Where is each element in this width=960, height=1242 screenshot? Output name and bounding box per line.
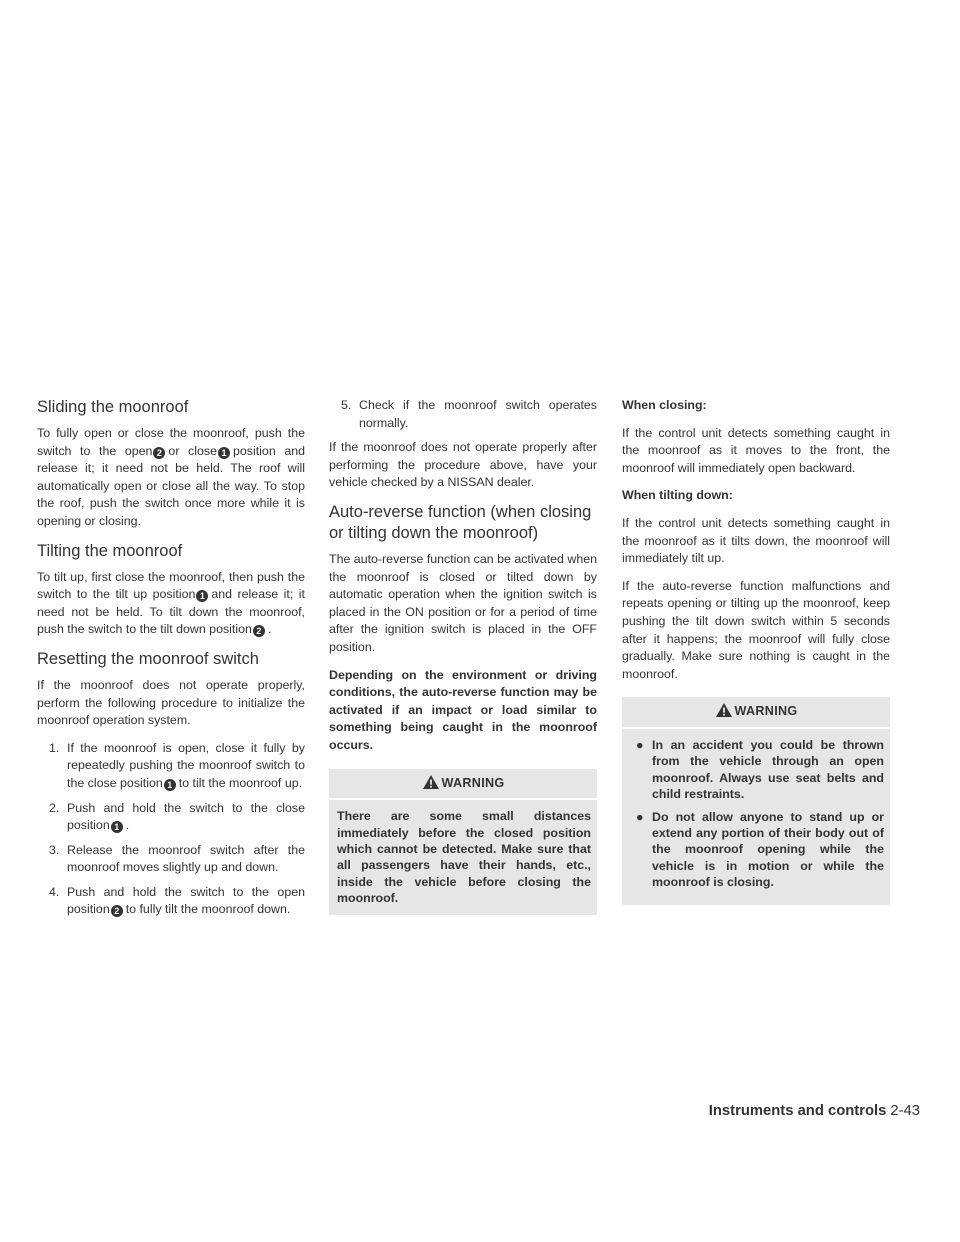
warning-triangle-icon [422, 774, 440, 790]
warning-text: There are some small distances immediately before the closed position which cannot be detected. Make sure that all passengers have their hands, etc., inside the vehicle before closing the moonroof. [337, 809, 591, 906]
bullet-marker: ● [636, 809, 644, 824]
warning-bullet-item: ● In an accident you could be thrown from the vehicle through an open moonroof. Always use seat belts and child restraints. [636, 737, 884, 802]
step-2: 2. Push and hold the switch to the close position 1 . [49, 800, 305, 833]
page-footer [680, 1103, 920, 1119]
warning-bullet-item: ● Do not allow anyone to stand up or extend any portion of their body out of the moonroof opening while the vehicle is in motion or while the moonroof is closing. [636, 809, 884, 890]
malfunction-paragraph: If the auto-reverse function malfunctions and repeats opening or tilting up the moonroof, keep pushing the tilt down switch within 5 seconds after it happens; the moonroof will fully close gradually. Make sure nothing is caught in the moonroof. [622, 578, 890, 681]
step-5: 5. Check if the moonroof switch operates normally. [341, 398, 597, 430]
position-1-marker: 1 [196, 590, 208, 602]
warning-box [622, 697, 890, 904]
auto-reverse-paragraph: The auto-reverse function can be activated when the moonroof is closed or tilted down by automatic operation when the ignition switch is placed in the ON position or for a period of time after the ignition switch is placed in the OFF position. [329, 551, 597, 654]
when-closing-paragraph: If the control unit detects something caught in the moonroof as it moves to the front, the moonroof will immediately open backward. [622, 425, 890, 475]
step-1: 1. If the moonroof is open, close it fully by repeatedly pushing the moonroof switch to the close position 1 to tilt the moonroof up. [49, 740, 305, 790]
heading-resetting-switch: Resetting the moonroof switch [37, 649, 259, 668]
not-operate-paragraph: If the moonroof does not operate properly after performing the procedure above, have your vehicle checked by a NISSAN dealer. [329, 440, 597, 490]
warning-header: WARNING [329, 769, 597, 801]
position-2-marker: 2 [253, 625, 265, 637]
tilting-paragraph: To tilt up, first close the moonroof, then push the switch to the tilt up position 1 and release it; it need not be held. To tilt down the moonroof, push the switch to the tilt down position 2 . [37, 569, 305, 637]
section-title: Instruments and controls [708, 1103, 887, 1119]
heading-auto-reverse: Auto-reverse function (when closing or tilting down the moonroof) [329, 502, 592, 542]
bullet-marker: ● [636, 737, 644, 752]
position-1-marker: 1 [164, 779, 176, 791]
position-1-marker: 1 [111, 821, 123, 833]
sliding-paragraph: To fully open or close the moonroof, push the switch to the open 2 or close 1 position and release it; it need not be held. The roof will automatically open or close all the way. To stop the roof, push the switch once more while it is opening or closing. [37, 426, 306, 528]
step-3: 3. Release the moonroof switch after the moonroof moves slightly up and down. [49, 842, 305, 875]
warning-header: WARNING [622, 697, 890, 729]
column-left [37, 397, 305, 926]
column-right [622, 397, 890, 915]
warning-triangle-icon [715, 702, 733, 718]
position-1-marker: 1 [218, 447, 230, 459]
when-tilting-label: When tilting down: [622, 488, 733, 503]
auto-reverse-bold-paragraph: Depending on the environment or driving conditions, the auto-reverse function may be activated if an impact or load similar to something being caught in the moonroof occurs. [329, 667, 597, 752]
position-2-marker: 2 [153, 447, 165, 459]
when-tilting-paragraph: If the control unit detects something caught in the moonroof as it tilts down, the moonroof will immediately tilt up. [622, 515, 890, 566]
step-4: 4. Push and hold the switch to the open position 2 to fully tilt the moonroof down. [49, 884, 305, 917]
position-2-marker: 2 [111, 905, 123, 917]
reset-intro: If the moonroof does not operate properly, perform the following procedure to initialize the moonroof operation system. [37, 677, 305, 728]
heading-sliding-moonroof: Sliding the moonroof [37, 398, 189, 416]
warning-box [329, 769, 597, 915]
when-closing-label: When closing: [622, 398, 707, 412]
page-number: 2-43 [890, 1103, 920, 1119]
heading-tilting-moonroof: Tilting the moonroof [37, 541, 183, 560]
warning-list [622, 729, 890, 891]
column-middle [329, 397, 597, 925]
